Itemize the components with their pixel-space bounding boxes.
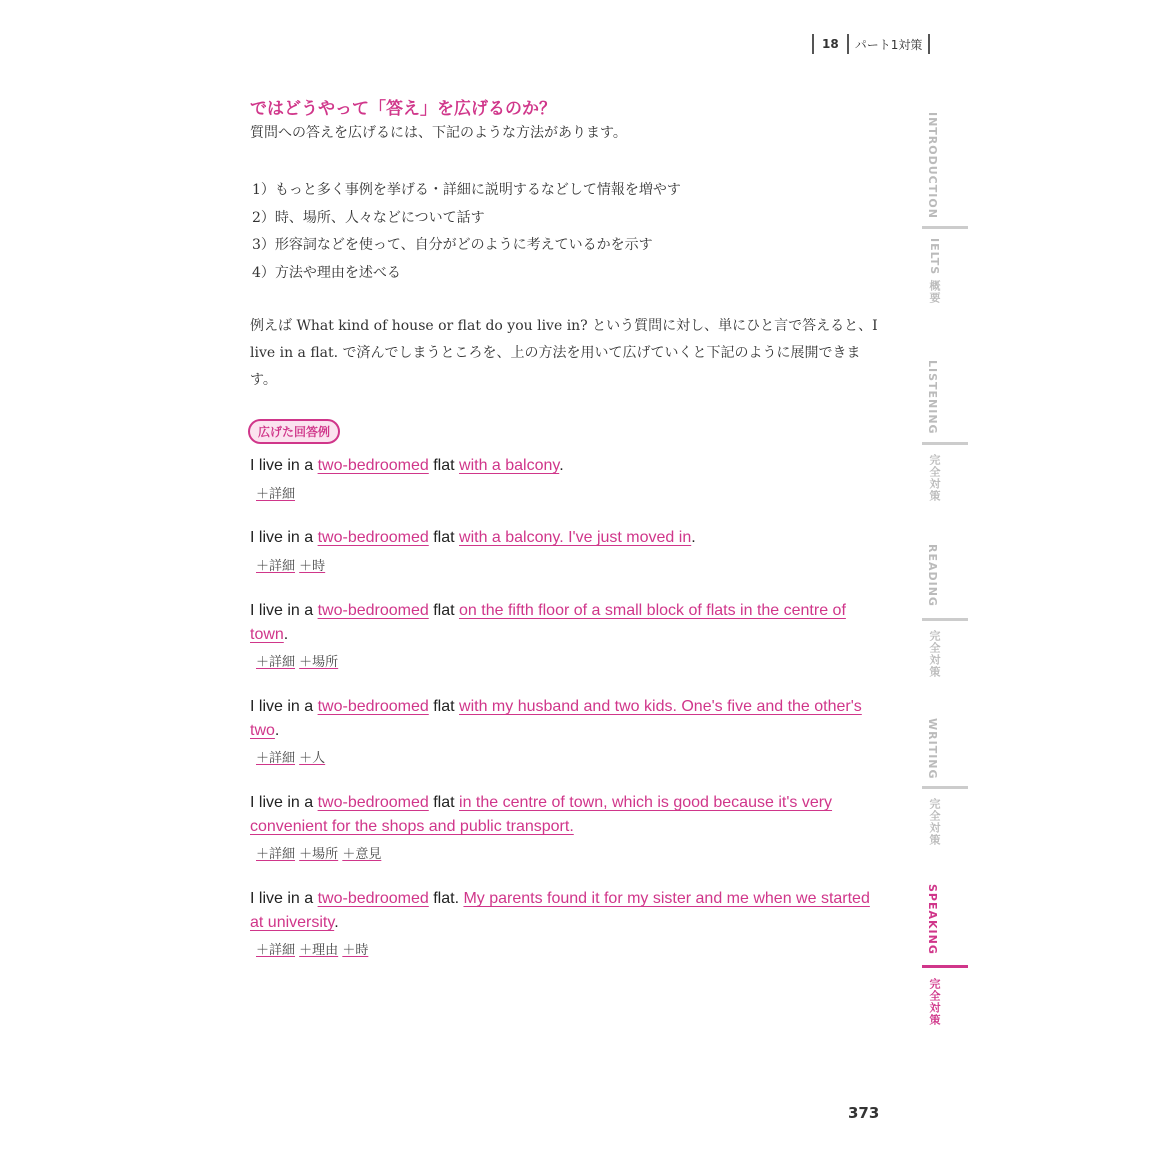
chapter-number: 18 [822, 37, 839, 51]
example-sentence: I live in a two-bedroomed flat. My parents found it for my sister and me when we started at university. [250, 890, 870, 931]
example-sentence: I live in a two-bedroomed flat with my husband and two kids. One's five and the other's two. [250, 698, 862, 739]
example-sentence: I live in a two-bedroomed flat with a balcony. [250, 457, 564, 474]
side-index-divider [922, 442, 968, 445]
header-divider [928, 34, 930, 54]
example-sentence: I live in a two-bedroomed flat with a balcony. I've just moved in. [250, 529, 696, 546]
side-index-label: 完全対策 [928, 630, 941, 678]
side-index-label: 完全対策 [928, 454, 941, 502]
side-index-divider-active [922, 965, 968, 968]
side-index-label-active: 完全対策 [928, 978, 941, 1026]
examples-label: 広げた回答例 [248, 419, 340, 444]
side-index [922, 112, 968, 1042]
side-index-divider [922, 618, 968, 621]
side-index-divider [922, 786, 968, 789]
intro-text: 質問への答えを広げるには、下記のような方法があります。 [250, 125, 627, 141]
method-item: 2）時、場所、人々などについて話す [252, 209, 485, 226]
side-index-label: READING [926, 544, 939, 607]
side-index-label: 完全対策 [928, 798, 941, 846]
example-sentence: I live in a two-bedroomed flat on the fifth floor of a small block of flats in the centre of town. [250, 602, 846, 643]
example-tags: ＋詳細 ＋理由 ＋時 [256, 943, 369, 958]
method-item: 1）もっと多く事例を挙げる・詳細に説明するなどして情報を増やす [252, 182, 681, 198]
method-item: 3）形容詞などを使って、自分がどのように考えているかを示す [252, 237, 653, 253]
example-sentence: I live in a two-bedroomed flat in the centre of town, which is good because it's very convenient for the shops and public transport. [250, 794, 833, 835]
side-index-divider [922, 226, 968, 229]
running-header [812, 33, 930, 55]
side-index-label: IELTS 概要 [928, 238, 941, 305]
side-index-label: WRITING [926, 718, 939, 780]
page-number: 373 [848, 1104, 880, 1122]
example-tags: ＋詳細 ＋人 [256, 751, 326, 766]
side-index-label: INTRODUCTION [926, 112, 939, 219]
example-tags: ＋詳細 ＋場所 [256, 655, 339, 670]
side-index-label-active: SPEAKING [926, 884, 939, 955]
section-heading: ではどうやって「答え」を広げるのか？ [250, 99, 556, 119]
example-tags: ＋詳細 ＋時 [256, 559, 326, 574]
example-tags: ＋詳細 [256, 487, 296, 502]
side-index-label: LISTENING [926, 360, 939, 435]
method-item: 4）方法や理由を述べる [252, 264, 401, 281]
example-paragraph: 例えば What kind of house or flat do you live in? という質問に対し、単にひと言で答えると、I live in a flat. で済んでしまうところを、上の方法を用いて広げていくと下記のように展開できます。 [250, 318, 878, 388]
example-tags: ＋詳細 ＋場所 ＋意見 [256, 847, 382, 862]
chapter-title: パート1対策 [854, 37, 923, 52]
method-list [252, 177, 681, 287]
